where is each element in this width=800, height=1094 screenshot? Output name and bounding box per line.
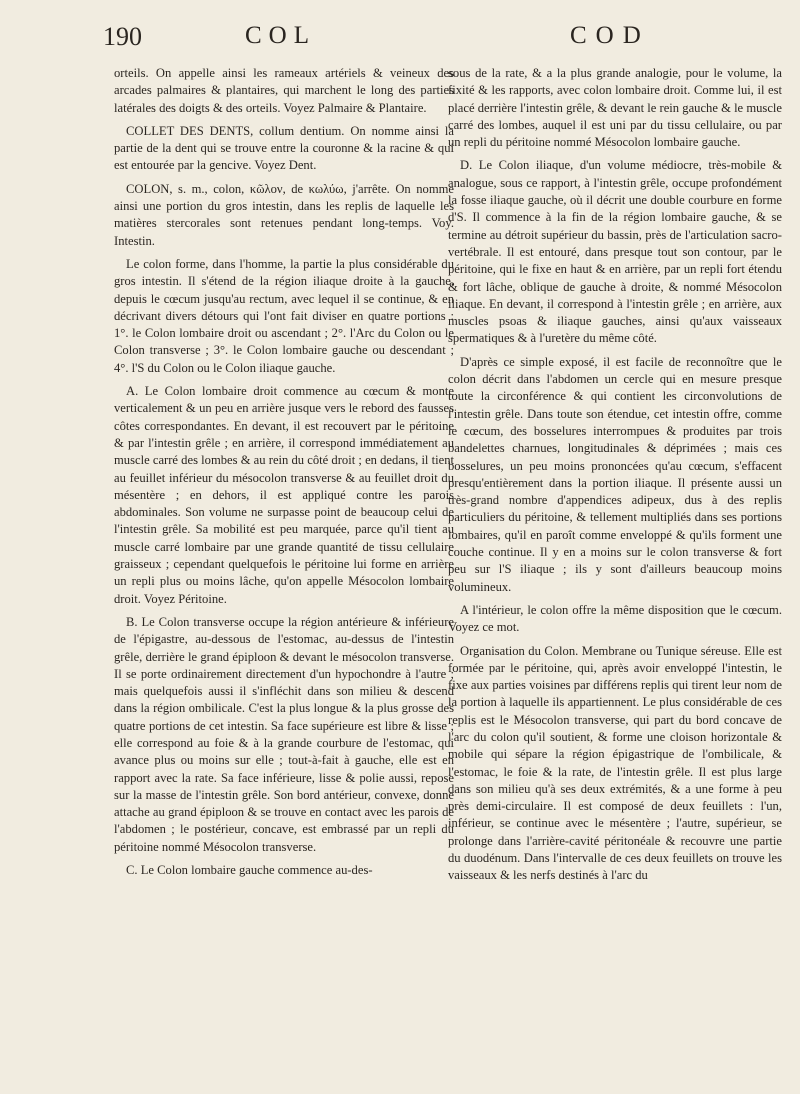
paragraph: D'après ce simple exposé, il est facile de reconnoître que le colon décrit dans l'abdomen un cercle qui en mesure presque toute la circonférence & qui contient les circonvolutions de l'intestin grêle. Dans toute son étendue, cet intestin offre, comme le cœcum, des bosselures interrompues & produites par trois bandelettes charnues, longitudinales & déprimées ; mais ces bosselures, un peu moins prononcées qu'au cœcum, s'effacent presqu'entièrement dans la portion iliaque. Il présente aussi un très-grand nombre d'appendices adipeux, dus à des replis particuliers du péritoine, & tellement multipliés dans ses portions lombaires, qu'il en paroît comme enveloppé & qu'ils forment une couche continue. Il y en a moins sur le colon transverse & fort peu sur l'S iliaque ; ils y sont d'ailleurs beaucoup moins volumineux. xyxy=(448,354,782,594)
paragraph: COLLET DES DENTS, collum dentium. On nomme ainsi la partie de la dent qui se trouve entre la couronne & la racine & qui est entourée par la gencive. Voyez Dent. xyxy=(114,123,454,173)
paragraph: orteils. On appelle ainsi les rameaux artériels & veineux des arcades palmaires & plantaires, qui marchent le long des parties latérales des doigts & des orteils. Voyez Palmaire & Plantaire. xyxy=(114,66,454,115)
right-column xyxy=(448,65,782,891)
paragraph: sous de la rate, & a la plus grande analogie, pour le volume, la fixité & les rapports, avec colon lombaire droit. Comme lui, il est placé derrière l'intestin grêle, & devant le rein gauche & le muscle carré des lombes, auquel il est uni par du tissu cellulaire, ou par un repli du péritoine nommé Mésocolon lombaire gauche. xyxy=(448,66,782,150)
paragraph: C. Le Colon lombaire gauche commence au-des- xyxy=(126,863,373,878)
running-head-left: COL xyxy=(245,22,316,49)
paragraph: B. Le Colon transverse occupe la région antérieure & inférieure de l'épigastre, au-dessous de l'estomac, au-dessus de l'intestin grêle, derrière le grand épiploon & devant le mésocolon transverse. Il se porte ordinairement directement d'un hypochondre à l'autre ; mais quelquefois aussi il s'infléchit dans son milieu & descend dans la région ombilicale. C'est la plus longue & la plus grosse des quatre portions de cet intestin. Sa face supérieure est libre & lisse ; elle correspond au foie & à la grande courbure de l'estomac, qui avance plus ou moins sur elle ; tout-à-fait à gauche, elle est en rapport avec la rate. Sa face inférieure, lisse & polie aussi, repose sur la masse de l'intestin grêle. Son bord antérieur, convexe, donne attache au grand épiploon & se trouve en contact avec les parois de l'abdomen ; le postérieur, concave, est embrassé par un repli du péritoine nommé Mésocolon transverse. xyxy=(114,614,454,854)
paragraph: Organisation du Colon. Membrane ou Tunique séreuse. Elle est formée par le péritoine, qui, après avoir enveloppé l'intestin, le fixe aux parties voisines par différens replis qui tirent leur nom de la portion à laquelle ils appartiennent. Le plus considérable de ces replis est le Mésocolon transverse, qui part du bord concave de l'arc du colon qu'il soutient, & forme une cloison horizontale & mobile qui sépare la région épigastrique de l'ombilicale, & l'estomac, le foie & la rate, de l'intestin grêle. Il est plus large dans son milieu qu'à ses deux extrémités, & a une forme à peu près demi-circulaire. Il est composé de deux feuillets : l'un, inférieur, se continue avec le mésentère ; l'autre, supérieur, se prolonge dans l'arrière-cavité péritonéale & recouvre une partie du duodénum. Dans l'intervalle de ces deux feuillets on trouve les vaisseaux & les nerfs destinés à l'arc du xyxy=(448,643,782,883)
running-head-right: COD xyxy=(570,22,650,49)
running-header xyxy=(0,18,800,58)
paragraph: A l'intérieur, le colon offre la même disposition que le cœcum. Voyez ce mot. xyxy=(448,602,782,635)
left-column xyxy=(114,65,454,885)
page-number: 190 xyxy=(103,22,142,51)
paragraph: A. Le Colon lombaire droit commence au cœcum & monte verticalement & un peu en arrière jusque vers le rebord des fausses côtes correspondantes. En devant, il est recouvert par le péritoine & par l'intestin grêle ; en arrière, il correspond immédiatement au muscle carré des lombes & au rein du côté droit ; en dedans, il tient au feuillet inférieur du mésocolon transverse & au feuillet droit du mésentère ; en dehors, il est appliqué contre les parois abdominales. Son volume ne surpasse point de beaucoup celui de l'intestin grêle. Sa mobilité est peu marquée, parce qu'il tient au muscle carré lombaire par une grande quantité de tissu cellulaire graisseux ; cependant quelquefois le péritoine lui forme en arrière un repli plus ou moins lâche, qu'on appelle Mésocolon lombaire droit. Voyez Péritoine. xyxy=(114,384,454,606)
paragraph: Le colon forme, dans l'homme, la partie la plus considérable du gros intestin. Il s'étend de la région iliaque droite à la gauche, depuis le cœcum jusqu'au rectum, avec lequel il se continue, & en décrivant divers détours qui l'ont fait diviser en quatre portions : 1°. le Colon lombaire droit ou ascendant ; 2°. l'Arc du Colon ou le Colon transverse ; 3°. le Colon lombaire gauche ou descendant ; 4°. l'S du Colon ou le Colon iliaque gauche. xyxy=(114,256,454,375)
paragraph: D. Le Colon iliaque, d'un volume médiocre, très-mobile & analogue, sous ce rapport, à l'intestin grêle, occupe profondément la fosse iliaque gauche, où il décrit une double courbure en forme d'S. Il commence à la fin de la région lombaire gauche, & se termine au détroit supérieur du bassin, près de l'articulation sacro-vertébrale. Il est entouré, dans presque tout son contour, par le péritoine, qui le fixe en haut & en arrière, par un repli fort étendu & fort lâche, oblique de gauche à droite, & nommé Mésocolon iliaque. En devant, il correspond à l'intestin grêle ; en arrière, aux muscles psoas & iliaque gauches, ainsi qu'aux vaisseaux spermatiques & à l'uretère du même côté. xyxy=(448,158,782,346)
paragraph: COLON, s. m., colon, κῶλον, de κωλύω, j'arrête. On nomme ainsi une portion du gros intestin, dans les replis de laquelle les matières stercorales sont retenues pendant long-temps. Voy. Intestin. xyxy=(114,181,454,248)
